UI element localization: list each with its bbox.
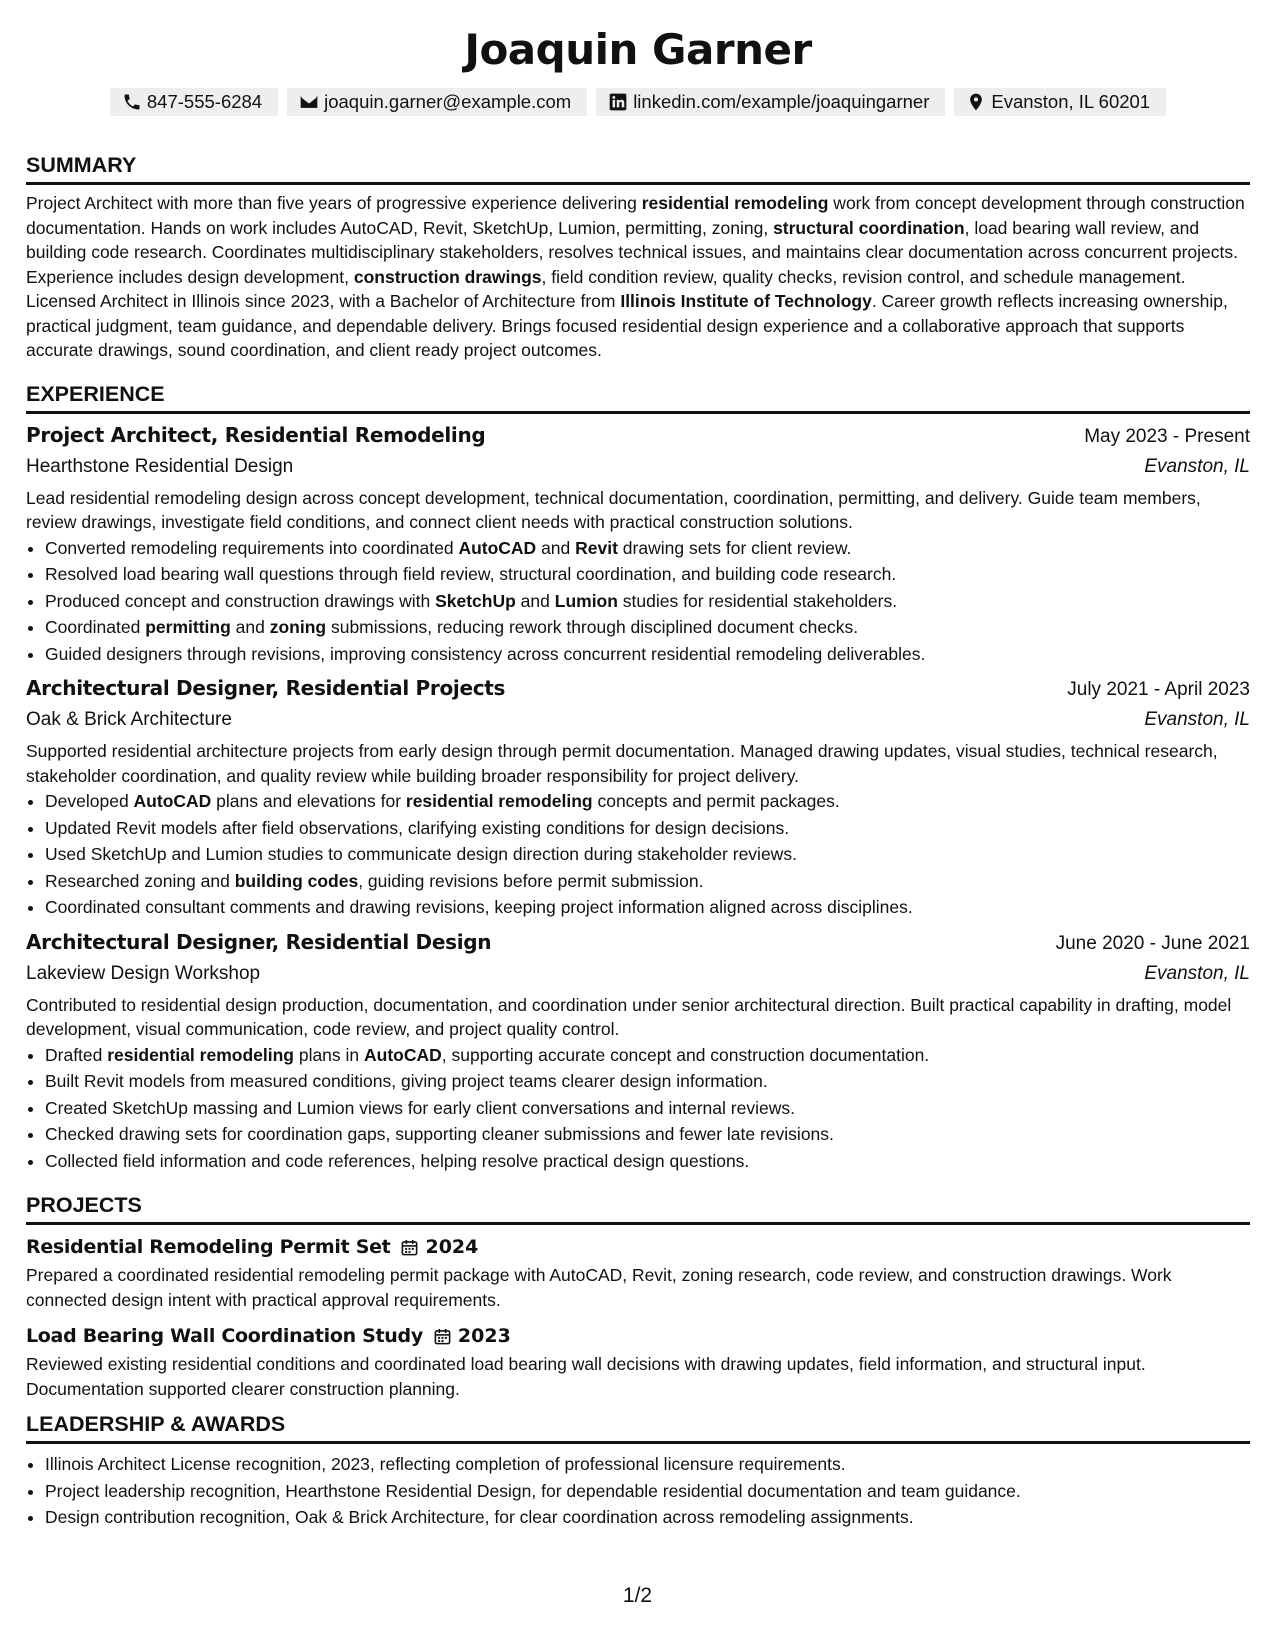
- list-item: • Resolved load bearing wall questions through field review, structural coordination, and building code research.: [45, 561, 1250, 588]
- contact-phone[interactable]: [110, 88, 278, 116]
- list-item: • Researched zoning and building codes, guiding revisions before permit submission.: [45, 868, 1250, 895]
- bold-keyword: zoning: [269, 617, 327, 637]
- job-title: Architectural Designer, Residential Design: [26, 929, 492, 954]
- job-bullets: [26, 535, 1250, 668]
- list-item: • Updated Revit models after field observations, clarifying existing conditions for design decisions.: [45, 815, 1250, 842]
- list-item: • Checked drawing sets for coordination gaps, supporting cleaner submissions and fewer late revisions.: [45, 1121, 1250, 1148]
- job-subheader: [26, 959, 1250, 989]
- linkedin-icon: [608, 92, 628, 112]
- job-header: [26, 927, 1250, 959]
- bold-keyword: structural coordination: [773, 217, 965, 238]
- experience-section: [26, 379, 1250, 1175]
- list-item: • Converted remodeling requirements into coordinated AutoCAD and Revit drawing sets for client review.: [45, 535, 1250, 562]
- contact-email[interactable]: [287, 88, 587, 116]
- project-year: [433, 1320, 511, 1352]
- project-title: Residential Remodeling Permit Set: [26, 1236, 391, 1258]
- job-description: Supported residential architecture projects from early design through permit documentation. Managed drawing updates, visual studies, technical research, stakeholder coordination, and quality review while building broader responsibility for project delivery.: [26, 741, 1218, 786]
- job-entry: [26, 927, 1250, 1175]
- list-item: • Produced concept and construction drawings with SketchUp and Lumion studies for residential stakeholders.: [45, 588, 1250, 615]
- list-item: • Coordinated consultant comments and drawing revisions, keeping project information aligned across disciplines.: [45, 894, 1250, 921]
- job-header: [26, 420, 1250, 452]
- bold-keyword: building codes: [234, 870, 359, 891]
- bold-keyword: AutoCAD: [133, 791, 212, 811]
- list-item: • Built Revit models from measured conditions, giving project teams clearer design information.: [45, 1068, 1250, 1095]
- resume-page: [26, 0, 1250, 1531]
- bold-keyword: residential remodeling: [107, 1044, 294, 1065]
- contact-text: joaquin.garner@example.com: [324, 91, 572, 112]
- project-title: Load Bearing Wall Coordination Study: [26, 1325, 423, 1347]
- calendar-icon: [400, 1238, 419, 1257]
- list-item: • Created SketchUp massing and Lumion views for early client conversations and internal reviews.: [45, 1095, 1250, 1122]
- list-item: • Guided designers through revisions, improving consistency across concurrent residential remodeling deliverables.: [45, 641, 1250, 668]
- section-title-projects: PROJECTS: [26, 1190, 1250, 1225]
- job-location: Evanston, IL: [1144, 962, 1250, 984]
- job-entry: [26, 420, 1250, 668]
- job-company: Hearthstone Residential Design: [26, 455, 294, 477]
- job-dates: May 2023 - Present: [1084, 425, 1250, 447]
- bold-keyword: construction drawings: [353, 266, 542, 287]
- project-year-text: 2024: [425, 1236, 479, 1258]
- job-title: Architectural Designer, Residential Projects: [26, 676, 506, 700]
- project-year-text: 2023: [457, 1325, 511, 1347]
- section-title-leadership: LEADERSHIP & AWARDS: [26, 1409, 1250, 1444]
- project-entry: [26, 1231, 1250, 1312]
- project-header: [26, 1320, 1250, 1352]
- job-bullets: [26, 1042, 1250, 1175]
- job-entry: [26, 673, 1250, 921]
- bold-keyword: permitting: [145, 617, 231, 637]
- job-description: Lead residential remodeling design across concept development, technical documentation, coordination, permitting, and delivery. Guide team members, review drawings, investigate field conditions, and connect client needs with practical construction solutions.: [26, 487, 1201, 532]
- job-location: Evanston, IL: [1144, 455, 1250, 477]
- contact-linkedin[interactable]: [596, 88, 945, 116]
- envelope-icon: [299, 92, 319, 112]
- job-description: Contributed to residential design production, documentation, and coordination under senior architectural direction. Built practical capability in drafting, model development, visual communication, code review, and project quality control.: [26, 994, 1232, 1039]
- job-dates: June 2020 - June 2021: [1055, 932, 1250, 954]
- job-header: [26, 673, 1250, 705]
- contact-location: [954, 88, 1166, 116]
- job-subheader: [26, 705, 1250, 735]
- project-description: Prepared a coordinated residential remodeling permit package with AutoCAD, Revit, zoning research, code review, and construction drawings. Work connected design intent with practical approval requirements.: [26, 1265, 1172, 1310]
- project-entry: [26, 1320, 1250, 1401]
- leadership-bullets: [26, 1451, 1250, 1531]
- summary-section: [26, 150, 1250, 363]
- bold-keyword: Illinois Institute of Technology: [620, 291, 872, 311]
- list-item: • Design contribution recognition, Oak & Brick Architecture, for clear coordination across remodeling assignments.: [45, 1504, 1250, 1531]
- list-item: • Collected field information and code references, helping resolve practical design questions.: [45, 1148, 1250, 1175]
- bold-keyword: residential remodeling: [405, 791, 593, 811]
- project-description: Reviewed existing residential conditions and coordinated load bearing wall decisions with drawing updates, field information, and structural input. Documentation supported clearer construction planning.: [26, 1354, 1146, 1399]
- job-location: Evanston, IL: [1144, 709, 1250, 730]
- map-pin-icon: [966, 92, 986, 112]
- contact-text: 847-555-6284: [146, 91, 263, 112]
- job-subheader: [26, 452, 1250, 482]
- list-item: • Illinois Architect License recognition, 2023, reflecting completion of professional licensure requirements.: [45, 1451, 1250, 1478]
- contact-text: Evanston, IL 60201: [991, 91, 1151, 112]
- contact-text: linkedin.com/example/joaquingarner: [633, 91, 930, 112]
- project-year: [400, 1231, 478, 1263]
- contact-bar: [26, 88, 1250, 116]
- list-item: • Project leadership recognition, Hearthstone Residential Design, for dependable residential documentation and team guidance.: [45, 1478, 1250, 1505]
- bold-keyword: SketchUp: [435, 590, 516, 611]
- section-title-experience: EXPERIENCE: [26, 379, 1250, 414]
- calendar-icon: [433, 1327, 452, 1346]
- list-item: • Drafted residential remodeling plans in AutoCAD, supporting accurate concept and construction documentation.: [45, 1042, 1250, 1069]
- bold-keyword: AutoCAD: [458, 537, 537, 558]
- job-company: Oak & Brick Architecture: [26, 709, 232, 730]
- bold-keyword: AutoCAD: [364, 1044, 442, 1065]
- list-item: • Coordinated permitting and zoning submissions, reducing rework through disciplined document checks.: [45, 614, 1250, 641]
- list-item: • Used SketchUp and Lumion studies to communicate design direction during stakeholder reviews.: [45, 841, 1250, 868]
- bold-keyword: residential remodeling: [641, 193, 829, 213]
- leadership-section: [26, 1409, 1250, 1531]
- summary-text: Project Architect with more than five years of progressive experience delivering residential remodeling work from concept development through construction documentation. Hands on work includes AutoCAD, Revit, SketchUp, Lumion, permitting, zoning, structural coordination, load bearing wall review, and building code research. Coordinates multidisciplinary stakeholders, resolves technical issues, and maintains clear documentation across concurrent projects. Experience includes design development, construction drawings, field condition review, quality checks, revision control, and schedule management. Licensed Architect in Illinois since 2023, with a Bachelor of Architecture from Illinois Institute of Technology. Career growth reflects increasing ownership, practical judgment, team guidance, and dependable delivery. Brings focused residential design experience and a collaborative approach that supports accurate drawings, sound coordination, and client ready project outcomes.: [26, 193, 1245, 360]
- job-title: Project Architect, Residential Remodeling: [26, 422, 486, 447]
- job-dates: July 2021 - April 2023: [1067, 679, 1250, 700]
- project-header: [26, 1231, 1250, 1263]
- phone-icon: [122, 92, 142, 112]
- candidate-name: Joaquin Garner: [464, 25, 812, 74]
- page-number: 1/2: [622, 1584, 653, 1607]
- bold-keyword: Revit: [575, 537, 618, 558]
- job-bullets: [26, 788, 1250, 921]
- list-item: • Developed AutoCAD plans and elevations for residential remodeling concepts and permit packages.: [45, 788, 1250, 815]
- section-title-summary: SUMMARY: [26, 150, 1250, 185]
- job-company: Lakeview Design Workshop: [26, 962, 261, 984]
- projects-section: [26, 1190, 1250, 1401]
- bold-keyword: Lumion: [554, 590, 618, 611]
